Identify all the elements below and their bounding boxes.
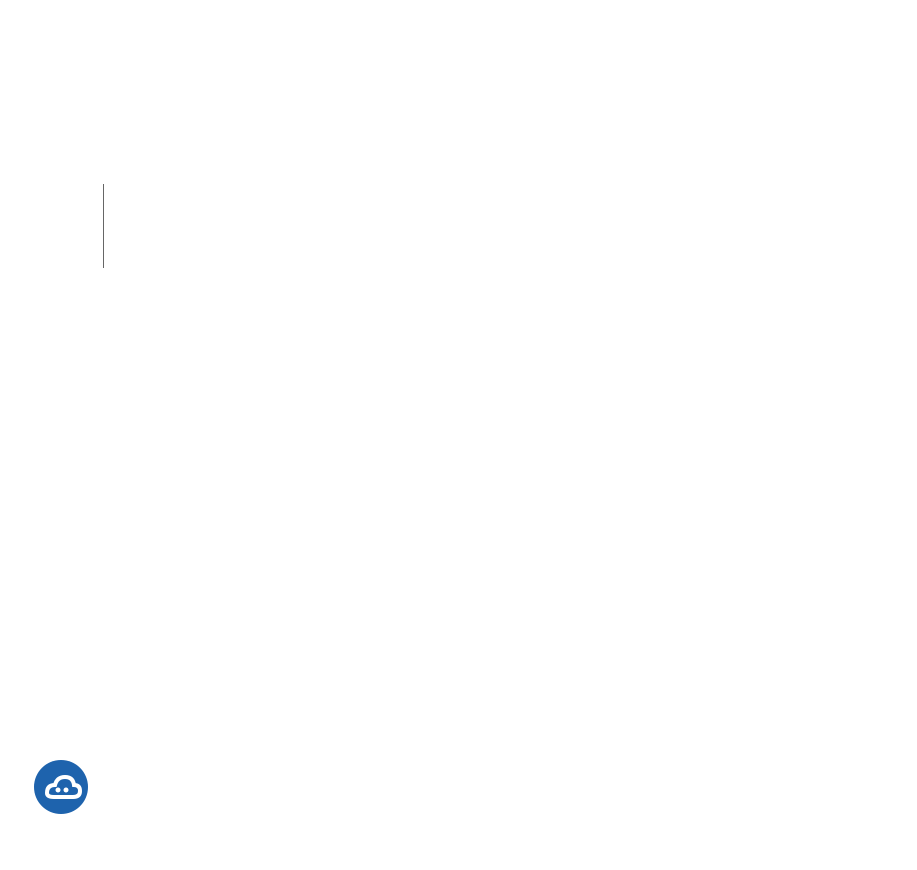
elevation-profile-chart — [200, 310, 900, 540]
temperatura-label — [31, 64, 37, 82]
best-weather-logo — [33, 759, 203, 815]
vento-divider — [103, 184, 104, 268]
cloud-logo-icon — [33, 759, 89, 815]
